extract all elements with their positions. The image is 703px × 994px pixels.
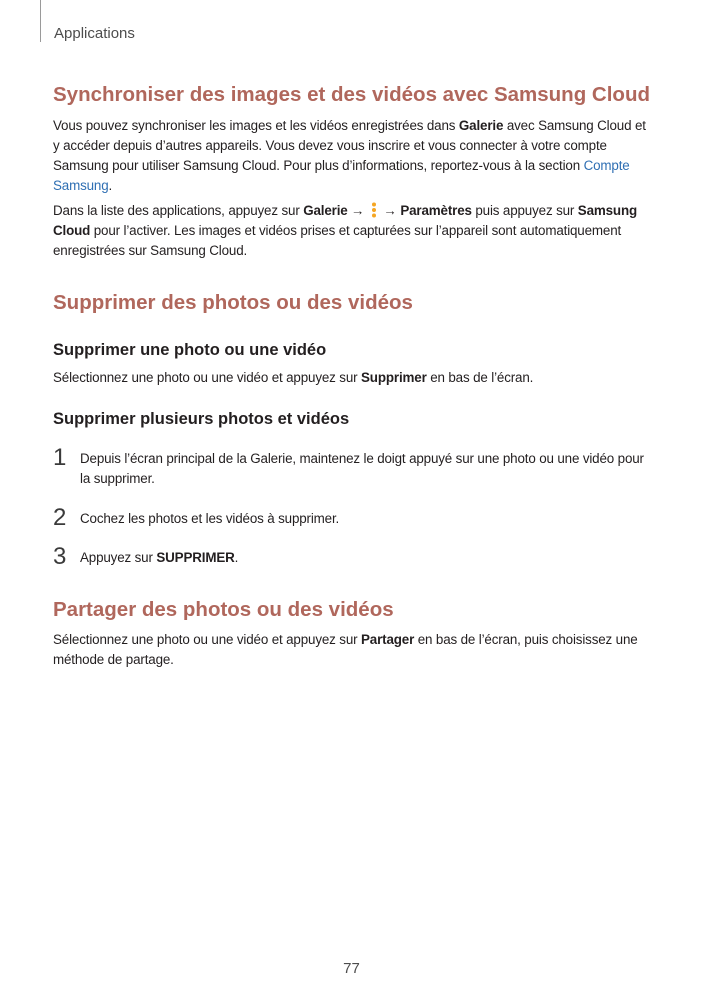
text-run: pour l’activer. Les images et vidéos prises et capturées sur l’appareil sont automatiquement enregistrées sur Samsung Cloud. xyxy=(53,223,622,258)
sync-paragraph-2 xyxy=(53,201,653,261)
step-number: 2 xyxy=(53,504,67,531)
step-number: 1 xyxy=(53,444,67,471)
text-run: Cochez les photos et les vidéos à supprimer. xyxy=(80,511,340,526)
step-text xyxy=(80,449,653,489)
header-rule xyxy=(40,0,41,42)
delete-section-title: Supprimer des photos ou des vidéos xyxy=(53,291,413,314)
text-run: Appuyez sur xyxy=(80,550,157,565)
text-run: Sélectionnez une photo ou une vidéo et appuyez sur xyxy=(53,370,362,385)
compte-samsung-link[interactable]: Compte Samsung xyxy=(53,158,630,193)
arrow-glyph: → xyxy=(379,203,401,218)
text-run: Depuis l’écran principal de la Galerie, maintenez le doigt appuyé sur une photo ou une vidéo pour la supprimer. xyxy=(80,451,644,486)
galerie-term: Galerie xyxy=(303,203,348,218)
samsung-cloud-term: Samsung Cloud xyxy=(53,203,638,238)
page-content xyxy=(53,80,653,670)
sync-paragraph-1 xyxy=(53,116,653,196)
delete-single-title: Supprimer une photo ou une vidéo xyxy=(53,341,327,359)
text-run: Sélectionnez une photo ou une vidéo et appuyez sur xyxy=(53,632,362,647)
sync-section-title: Synchroniser des images et des vidéos avec Samsung Cloud xyxy=(53,83,650,106)
step-text xyxy=(80,548,653,568)
text-run: avec Samsung Cloud et y accéder depuis d’autres appareils. Vous devez vous inscrire et vous connecter à votre compte Samsung pour utiliser Samsung Cloud. Pour plus d’informations, reportez-vous à la section xyxy=(53,118,646,173)
supprimer-term: Supprimer xyxy=(361,370,427,385)
text-run: en bas de l’écran. xyxy=(426,370,534,385)
text-run: Vous pouvez synchroniser les images et les vidéos enregistrées dans xyxy=(53,118,459,133)
step-1 xyxy=(53,444,653,489)
parametres-term: Paramètres xyxy=(400,203,472,218)
delete-multi-title: Supprimer plusieurs photos et vidéos xyxy=(53,410,350,428)
text-run: . xyxy=(108,178,113,193)
running-header: Applications xyxy=(54,25,135,42)
share-section-title: Partager des photos ou des vidéos xyxy=(53,598,394,621)
step-number: 3 xyxy=(53,543,67,570)
text-run: . xyxy=(234,550,239,565)
supprimer-button-term: SUPPRIMER xyxy=(156,550,235,565)
partager-term: Partager xyxy=(361,632,415,647)
text-run: puis appuyez sur xyxy=(471,203,578,218)
delete-single-paragraph xyxy=(53,368,653,388)
galerie-term: Galerie xyxy=(458,118,504,133)
share-paragraph xyxy=(53,630,653,670)
text-run: Dans la liste des applications, appuyez sur xyxy=(53,203,304,218)
step-3 xyxy=(53,543,653,570)
arrow-glyph: → xyxy=(347,203,368,218)
step-text xyxy=(80,509,653,529)
page-number: 77 xyxy=(343,960,360,977)
step-2 xyxy=(53,504,653,531)
more-options-icon xyxy=(370,202,378,218)
text-run: en bas de l’écran, puis choisissez une méthode de partage. xyxy=(53,632,638,667)
